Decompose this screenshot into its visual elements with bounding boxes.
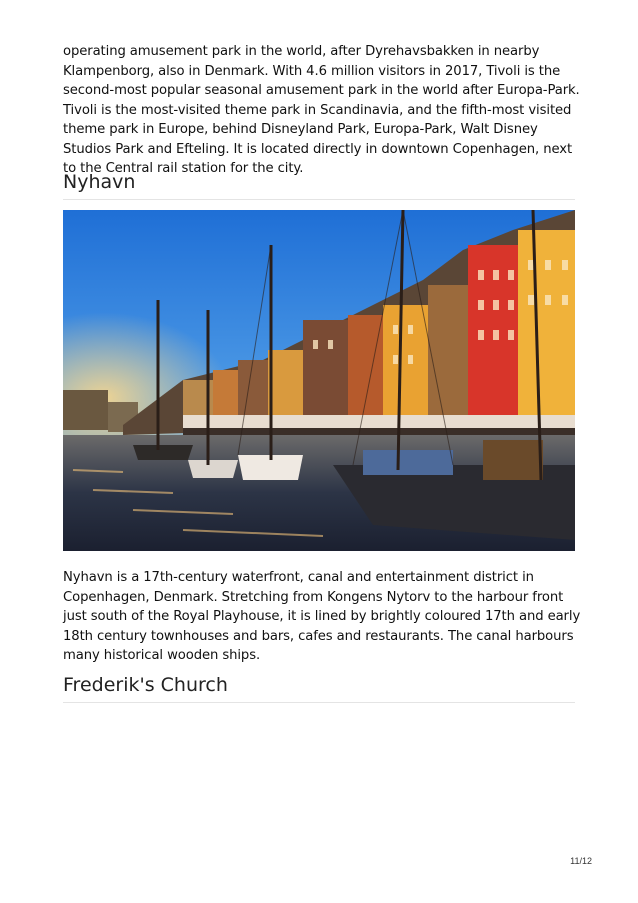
nyhavn-photo [63, 210, 575, 551]
intro-paragraph: operating amusement park in the world, after Dyrehavsbakken in nearby Klampenborg, also in Denmark. With 4.6 million visitors in 2017, Tivoli is the second-most popular seasonal amusement park in the world after Europa-Park. Tivoli is the most-visited theme park in Scandinavia, and the fifth-most visited theme park in Europe, behind Disneyland Park, Europa-Park, Walt Disney Studios Park and Efteling. It is located directly in downtown Copenhagen, next to the Central rail station for the city. [63, 44, 580, 176]
section-heading-frederiks-church: Frederik's Church [63, 674, 575, 703]
page-number: 11/12 [570, 856, 592, 866]
nyhavn-paragraph: Nyhavn is a 17th-century waterfront, canal and entertainment district in Copenhagen, Denmark. Stretching from Kongens Nytorv to the harbour front just south of the Royal Playhouse, it is lined by brightly coloured 17th and early 18th century townhouses and bars, cafes and restaurants. The canal harbours many historical wooden ships. [63, 570, 581, 663]
section-heading-nyhavn: Nyhavn [63, 171, 575, 200]
